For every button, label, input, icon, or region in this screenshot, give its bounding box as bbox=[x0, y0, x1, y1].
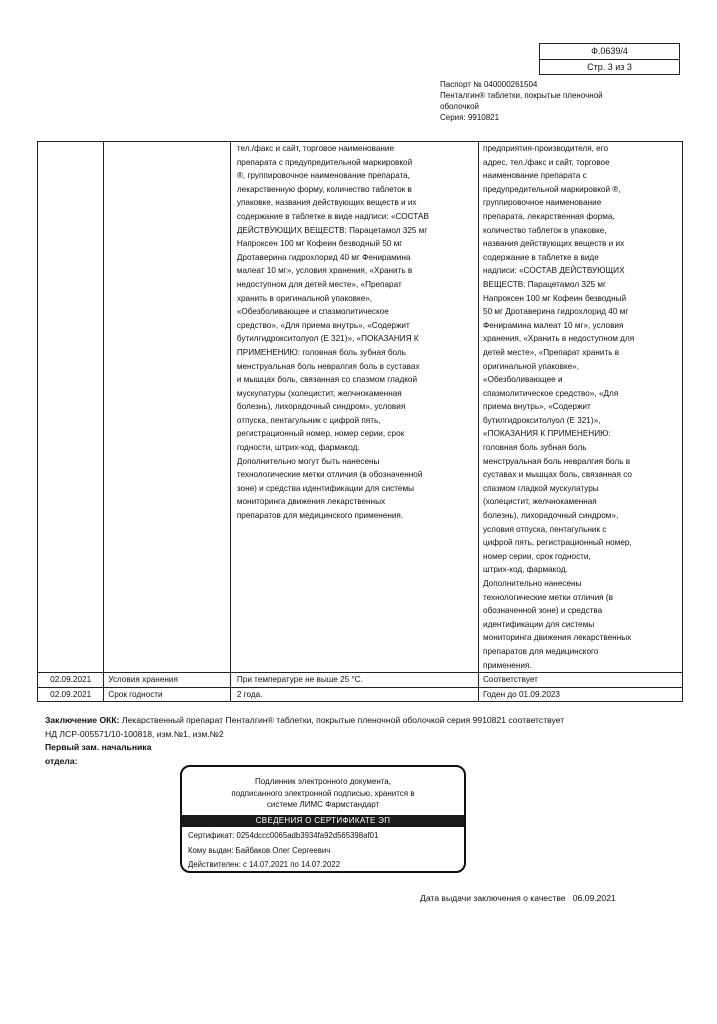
issue-date-value: 06.09.2021 bbox=[572, 893, 616, 903]
result-cell: Годен до 01.09.2023 bbox=[479, 687, 683, 702]
certificate-value: 0254dccc0065adb3934fa92d565398af01 bbox=[236, 831, 379, 840]
issue-date-label: Дата выдачи заключения о качестве bbox=[420, 893, 566, 903]
signature-note: Подлинник электронного документа, подписанного электронной подписью, хранится в системе ЛИМС Фармстандарт bbox=[231, 777, 415, 809]
result-cell: Соответствует bbox=[479, 673, 683, 688]
requirement-cell: При температуре не выше 25 °С. bbox=[230, 673, 478, 688]
form-code-box bbox=[539, 43, 680, 75]
passport-info: Паспорт № 040000261504 Пенталгин® таблетки, покрытые пленочной оболочкой Серия: 9910821 bbox=[440, 80, 603, 122]
page-number: Стр. 3 из 3 bbox=[587, 62, 632, 72]
validity-value: с 14.07.2021 по 14.07.2022 bbox=[243, 860, 341, 869]
table-row bbox=[38, 687, 683, 702]
certificate-label: Сертификат: bbox=[188, 831, 235, 840]
conclusion-nd: НД ЛСР-005571/10-100818, изм.№1, изм.№2 bbox=[45, 728, 224, 739]
conclusion-block bbox=[45, 714, 685, 768]
parameter-cell bbox=[104, 142, 231, 673]
validity-label: Действителен: bbox=[188, 860, 241, 869]
table-row bbox=[38, 142, 683, 673]
conclusion-label: Заключение ОКК: bbox=[45, 715, 120, 725]
e-signature-stamp bbox=[180, 765, 466, 873]
date-cell bbox=[38, 142, 104, 673]
issued-to-label: Кому выдан: bbox=[188, 846, 234, 855]
date-cell: 02.09.2021 bbox=[38, 673, 104, 688]
signer-dept: отдела: bbox=[45, 755, 78, 766]
conclusion-text: Лекарственный препарат Пенталгин® таблетки, покрытые пленочной оболочкой серия 9910821 соответствует bbox=[119, 715, 565, 725]
certificate-header: СВЕДЕНИЯ О СЕРТИФИКАТЕ ЭП bbox=[182, 815, 464, 827]
requirement-cell: 2 года. bbox=[230, 687, 478, 702]
requirement-cell: тел./факс и сайт, торговое наименование препарата с предупредительной маркировкой ®, группировочное наименование препарата, лекарственную форму, количество таблеток в упаковке, названия действующих веществ и их содержание в таблетке в виде надписи: «СОСТАВ ДЕЙСТВУЮЩИХ ВЕЩЕСТВ: Парацетамол 325 мг Напроксен 100 мг Кофеин безводный 50 мг Дротаверина гидрохлорид 40 мг Фенирамина малеат 10 мг», условия хранения, «Хранить в недоступном для детей месте», «Препарат хранить в оригинальной упаковке», «Обезболивающее и спазмолитическое средство», «Для приема внутрь», «Содержит бутилгидрокситолуол (Е 321)», «ПОКАЗАНИЯ К ПРИМЕНЕНИЮ: головная боль зубная боль менструальная боль невралгия боль в суставах и мышцах боль, связанная со спазмом гладкой мускулатуры (холецистит, желчнокаменная болезнь), лихорадочный синдром», условия отпуска, пентагульник с цифрой пять, регистрационный номер, номер серии, срок годности, штрих-код, фармакод. Дополнительно могут быть нанесены технологические метки отличия (в обозначенной зоне) и средства идентификации для системы мониторинга движения лекарственных препаратов для медицинского применения. bbox=[230, 142, 478, 673]
parameter-cell: Условия хранения bbox=[104, 673, 231, 688]
date-cell: 02.09.2021 bbox=[38, 687, 104, 702]
result-cell: предприятия-производителя, его адрес, тел./факс и сайт, торговое наименование препарата с предупредительной маркировкой ®, группировочное наименование препарата, лекарственная форма, количество таблеток в упаковке, названия действующих веществ и их содержание в таблетке в виде надписи: «СОСТАВ ДЕЙСТВУЮЩИХ ВЕЩЕСТВ: Парацетамол 325 мг Напроксен 100 мг Кофеин безводный 50 мг Дротаверина гидрохлорид 40 мг Фенирамина малеат 10 мг», условия хранения, «Хранить в недоступном для детей месте», «Препарат хранить в оригинальной упаковке», «Обезболивающее и спазмолитическое средство», «Для приема внутрь», «Содержит бутилгидрокситолуол (Е 321)», «ПОКАЗАНИЯ К ПРИМЕНЕНИЮ: головная боль зубная боль менструальная боль невралгия боль в суставах и мышцах боль, связанная со спазмом гладкой мускулатуры (холецистит, желчнокаменная болезнь), лихорадочный синдром», условия отпуска, пентагульник с цифрой пять, регистрационный номер, номер серии, срок годности, штрих-код, фармакод. Дополнительно нанесены технологические метки отличия (в обозначенной зоне) и средства идентификации для системы мониторинга движения лекарственных препаратов для медицинского применения. bbox=[479, 142, 683, 673]
parameter-cell: Срок годности bbox=[104, 687, 231, 702]
validity-line bbox=[188, 860, 340, 869]
certificate-line bbox=[188, 831, 378, 840]
issue-date bbox=[420, 893, 616, 903]
signer-title: Первый зам. начальника bbox=[45, 742, 152, 752]
quality-table bbox=[37, 141, 683, 702]
issued-to-line bbox=[188, 846, 330, 855]
issued-to-value: Байбаков Олег Сергеевич bbox=[235, 846, 331, 855]
table-row bbox=[38, 673, 683, 688]
form-code: Ф.0639/4 bbox=[540, 44, 679, 60]
conclusion-line bbox=[45, 714, 685, 728]
